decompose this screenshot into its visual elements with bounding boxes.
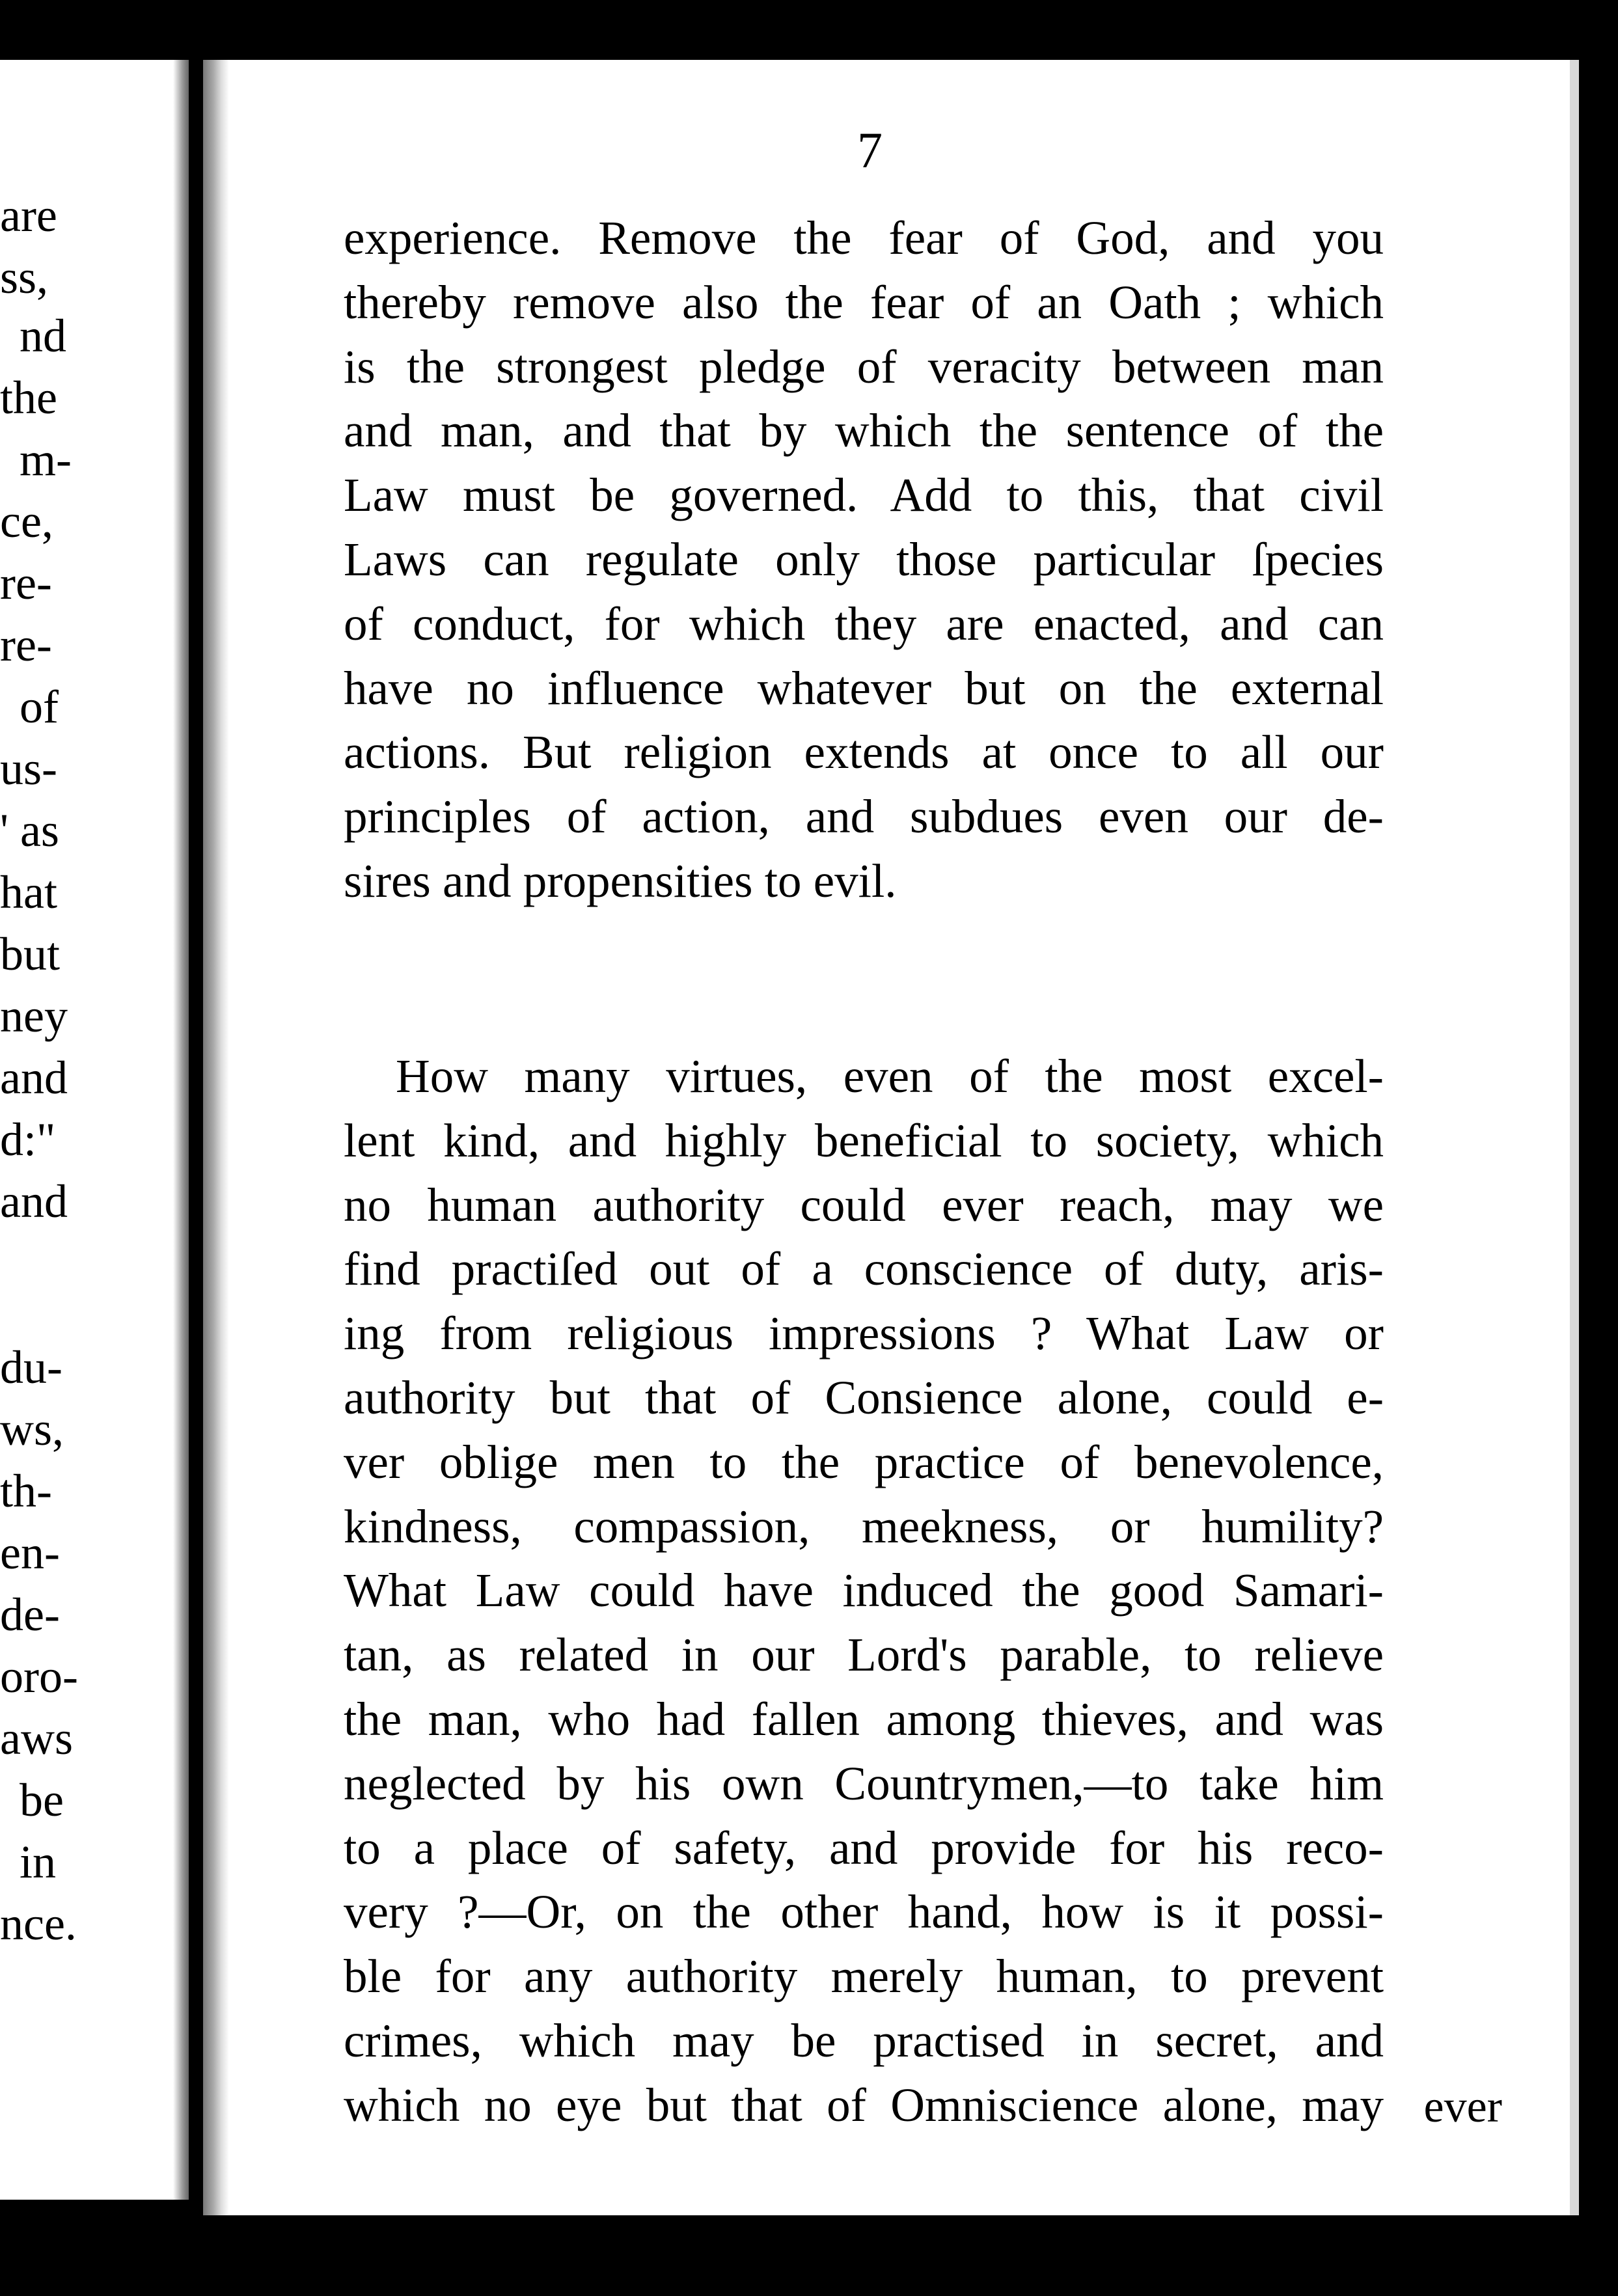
text-line: ver oblige men to the practice of benevolence, xyxy=(344,1435,1384,1488)
text-line: find practiſed out of a conscience of duty, aris- xyxy=(344,1242,1384,1296)
previous-page-line-fragment: ce, xyxy=(0,495,53,547)
previous-page-fragment xyxy=(0,60,189,2200)
catchword: ever xyxy=(1423,2082,1502,2132)
previous-page-line-fragment: m- xyxy=(20,433,72,485)
previous-page-line-fragment: th- xyxy=(0,1465,52,1517)
text-line: have no influence whatever but on the external xyxy=(344,661,1384,715)
previous-page-line-fragment: nce. xyxy=(0,1898,77,1950)
text-line: the man, who had fallen among thieves, and was xyxy=(344,1692,1384,1745)
previous-page-line-fragment: and xyxy=(0,1052,68,1104)
book-page xyxy=(203,60,1579,2215)
previous-page-line-fragment: d:" xyxy=(0,1114,56,1166)
previous-page-line-fragment: re- xyxy=(0,557,52,609)
text-line: very ?—Or, on the other hand, how is it possi- xyxy=(344,1885,1384,1939)
text-line: How many virtues, even of the most excel- xyxy=(396,1050,1384,1102)
text-line: tan, as related in our Lord's parable, to relieve xyxy=(344,1628,1384,1682)
text-line: of conduct, for which they are enacted, and can xyxy=(344,597,1384,650)
previous-page-line-fragment: ney xyxy=(0,990,68,1042)
previous-page-line-fragment: oro- xyxy=(0,1650,78,1702)
text-line: kindness, compassion, meekness, or humility? xyxy=(344,1499,1384,1553)
text-line: which no eye but that of Omniscience alone, may xyxy=(344,2078,1384,2131)
text-line: What Law could have induced the good Samari- xyxy=(344,1564,1384,1617)
text-line: Laws can regulate only those particular ſpecies xyxy=(344,532,1384,586)
text-line: no human authority could ever reach, may we xyxy=(344,1178,1384,1231)
previous-page-line-fragment: nd xyxy=(20,310,66,362)
previous-page-line-fragment: but xyxy=(0,928,61,980)
previous-page-line-fragment: ws, xyxy=(0,1403,64,1455)
previous-page-line-fragment: of xyxy=(20,681,59,733)
paragraph-1 xyxy=(344,206,1384,914)
text-line: is the strongest pledge of veracity between man xyxy=(344,340,1384,393)
text-line: authority but that of Consience alone, could e- xyxy=(344,1371,1384,1424)
text-line: Law must be governed. Add to this, that civil xyxy=(344,469,1384,522)
previous-page-line-fragment: aws xyxy=(0,1712,73,1764)
previous-page-line-fragment: us- xyxy=(0,743,57,795)
page-number: 7 xyxy=(857,122,883,178)
page-right-edge xyxy=(1570,60,1579,2215)
gutter-shadow xyxy=(203,60,229,2215)
text-line: to a place of safety, and provide for his reco- xyxy=(344,1821,1384,1874)
previous-page-line-fragment: en- xyxy=(0,1527,60,1579)
previous-page-line-fragment: du- xyxy=(0,1341,62,1393)
text-line: principles of action, and subdues even our de- xyxy=(344,790,1384,843)
previous-page-line-fragment: and xyxy=(0,1175,68,1227)
previous-page-line-fragment: de- xyxy=(0,1589,60,1641)
previous-page-line-fragment: be xyxy=(20,1774,64,1826)
previous-page-line-fragment: ' as xyxy=(0,804,59,856)
previous-page-edge xyxy=(173,60,189,2200)
text-line: and man, and that by which the sentence of the xyxy=(344,404,1384,458)
paragraph-2 xyxy=(344,1045,1384,2138)
text-line: crimes, which may be practised in secret, and xyxy=(344,2014,1384,2067)
previous-page-line-fragment: hat xyxy=(0,866,57,918)
text-line: sires and propensities to evil. xyxy=(344,854,897,907)
text-line: ble for any authority merely human, to prevent xyxy=(344,1950,1384,2003)
text-line: thereby remove also the fear of an Oath ; which xyxy=(344,275,1384,329)
previous-page-line-fragment: the xyxy=(0,372,57,424)
previous-page-line-fragment: ss, xyxy=(0,251,49,303)
text-line: lent kind, and highly beneficial to society, which xyxy=(344,1114,1384,1167)
text-line: actions. But religion extends at once to all our xyxy=(344,726,1384,779)
previous-page-line-fragment: in xyxy=(20,1836,57,1888)
scan-border-bottom xyxy=(0,2215,1618,2296)
text-line: neglected by his own Countrymen,—to take him xyxy=(344,1756,1384,1810)
previous-page-line-fragment: are xyxy=(0,189,57,241)
text-line: experience. Remove the fear of God, and you xyxy=(344,212,1384,264)
text-line: ing from religious impressions ? What Law or xyxy=(344,1307,1384,1360)
previous-page-line-fragment: re- xyxy=(0,619,52,671)
